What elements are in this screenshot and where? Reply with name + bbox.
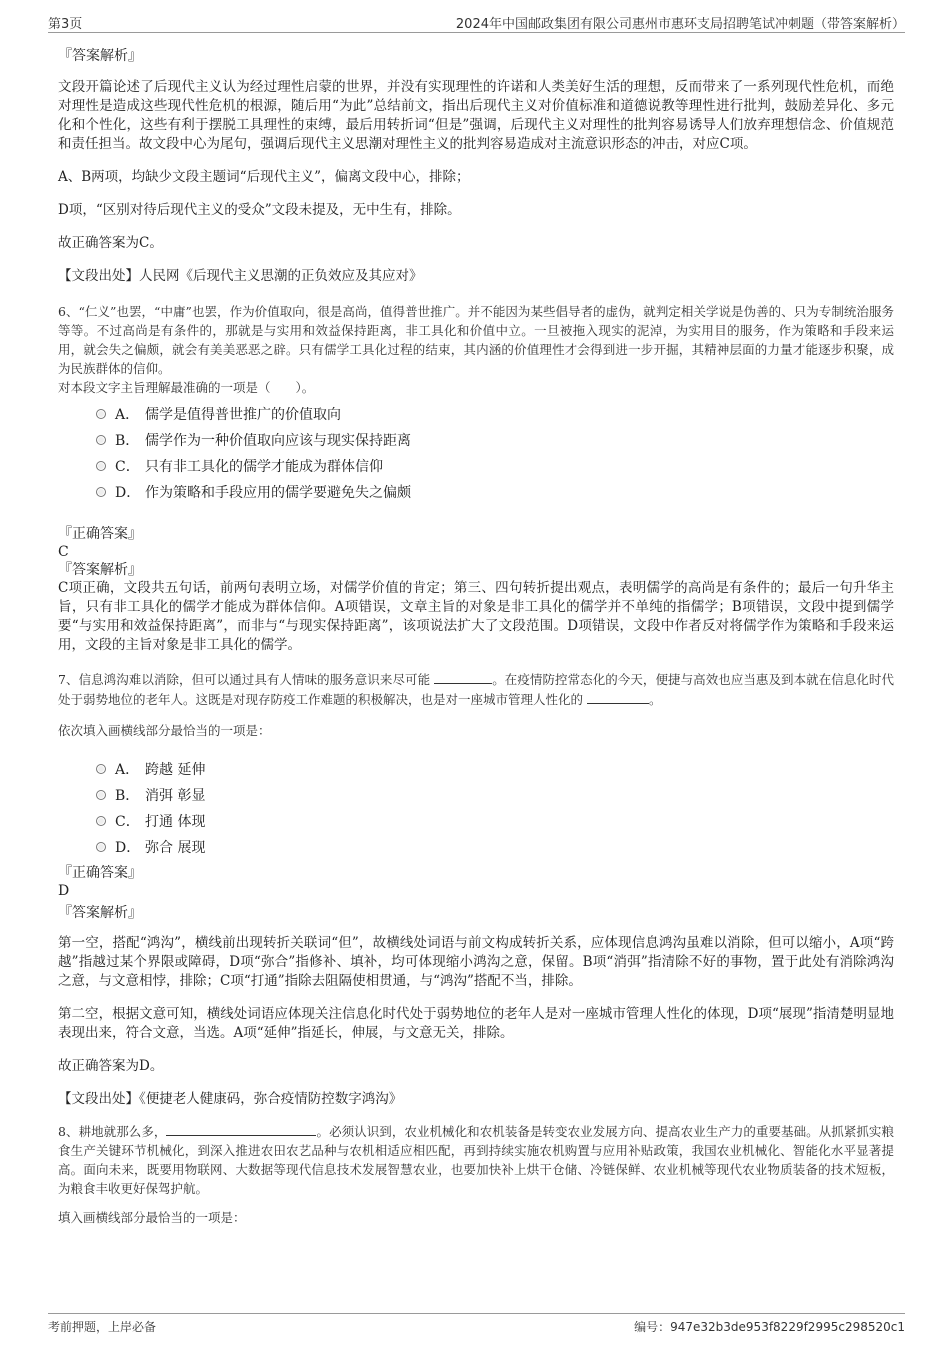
- option-letter: B．: [115, 433, 140, 449]
- option-text: 只有非工具化的儒学才能成为群体信仰: [145, 459, 383, 475]
- q7-analysis-paragraph: 第二空，根据文意可知，横线处词语应体现关注信息化时代处于弱势地位的老年人是对一座城市管理人性化的体现，D项“展现”指清楚明显地表现出来，符合文意，当选。A项“延伸”指延长，伸展，与文意无关，排除。: [58, 1006, 894, 1041]
- option-text: 跨越 延伸: [145, 762, 206, 778]
- q6-option-a[interactable]: [96, 401, 894, 427]
- q6-option-c[interactable]: [96, 453, 894, 479]
- q7-option-c[interactable]: [96, 808, 894, 834]
- radio-icon[interactable]: [96, 487, 106, 497]
- q7-answer: D: [58, 883, 70, 899]
- q7-options: [96, 756, 894, 860]
- q7-source: 【文段出处】《便捷老人健康码，弥合疫情防控数字鸿沟》: [58, 1091, 403, 1107]
- option-text: 消弭 彰显: [145, 788, 206, 804]
- q7-question-text: 7、信息鸿沟难以消除，但可以通过具有人情味的服务意识来尽可能 。在疫情防控常态化的今天，便捷与高效也应当惠及到本就在信息化时代处于弱势地位的老年人。这既是对现存防疫工作难题的积极解决，也是对一座城市管理人性化的 。: [58, 669, 894, 709]
- option-letter: B．: [115, 788, 140, 804]
- q7-answer-label: 『正确答案』: [58, 865, 142, 881]
- q8-prompt: 填入画横线部分最恰当的一项是：: [58, 1210, 246, 1225]
- option-text: 儒学是值得普世推广的价值取向: [145, 407, 341, 423]
- radio-icon[interactable]: [96, 816, 106, 826]
- q5-analysis-paragraph: D项，“区别对待后现代主义的受众”文段未提及，无中生有，排除。: [58, 202, 461, 218]
- q8-question-text: 8、耕地就那么多， 。必须认识到，农业机械化和农机装备是转变农业发展方向、提高农业生产力的重要基础。从抓紧抓实粮食生产关键环节机械化，到深入推进农田农艺品种与农机相适应相匹配，再到持续实施农机购置与应用补贴政策，我国农业机械化、智能化水平显著提高。面向未来，既要用物联网、大数据等现代信息技术发展智慧农业，也要加快补上烘干仓储、冷链保鲜、农业机械等现代农业物质装备的技术短板，为粮食丰收更好保驾护航。: [58, 1121, 894, 1198]
- q7-prompt: 依次填入画横线部分最恰当的一项是：: [58, 723, 271, 738]
- q6-question-text: 6、“仁义”也罢，“中庸”也罢，作为价值取向，很是高尚，值得普世推广。并不能因为某些倡导者的虚伪，就判定相关学说是伪善的、只为专制统治服务等等。不过高尚是有条件的，那就是与实用和效益保持距离，非工具化和价值中立。一旦被拖入现实的泥淖，为实用目的服务，作为策略和手段来运用，就会失之偏颇，就会有美美恶恶之辟。只有儒学工具化过程的结束，其内涵的价值理性才会得到进一步开掘，其精神层面的力量才能逐步积聚，成为民族群体的信仰。: [58, 304, 894, 376]
- option-letter: D．: [115, 485, 141, 501]
- radio-icon[interactable]: [96, 764, 106, 774]
- page-header: [48, 10, 905, 33]
- q5-analysis-label: 『答案解析』: [58, 48, 142, 64]
- radio-icon[interactable]: [96, 435, 106, 445]
- q5-analysis-paragraph: A、B两项，均缺少文段主题词“后现代主义”，偏离文段中心，排除；: [58, 169, 470, 185]
- footer-slogan: 考前押题，上岸必备: [48, 1320, 157, 1334]
- option-text: 打通 体现: [145, 814, 206, 830]
- option-letter: A．: [115, 407, 140, 423]
- radio-icon[interactable]: [96, 842, 106, 852]
- option-letter: C．: [115, 814, 140, 830]
- option-text: 儒学作为一种价值取向应该与现实保持距离: [145, 433, 411, 449]
- q6-options: [96, 401, 894, 505]
- q7-option-b[interactable]: [96, 782, 894, 808]
- option-text: 作为策略和手段应用的儒学要避免失之偏颇: [145, 485, 411, 501]
- radio-icon[interactable]: [96, 409, 106, 419]
- q6-analysis-label: 『答案解析』: [58, 562, 142, 578]
- radio-icon[interactable]: [96, 461, 106, 471]
- q7-option-d[interactable]: [96, 834, 894, 860]
- q6-analysis: C项正确，文段共五句话，前两句表明立场，对儒学价值的肯定；第三、四句转折提出观点，表明儒学的高尚是有条件的；最后一句升华主旨，只有非工具化的儒学才能成为群体信仰。A项错误，文章主旨的对象是非工具化的儒学并不单纯的指儒学；B项错误，文段中提到儒学要“与实用和效益保持距离”，而非与“与现实保持距离”，该项说法扩大了文段范围。D项错误，文段中作者反对将儒学作为策略和手段来运用，文段的主旨对象是非工具化的儒学。: [58, 580, 894, 653]
- option-text: 弥合 展现: [145, 840, 206, 856]
- page-footer: [48, 1313, 905, 1338]
- q7-option-a[interactable]: [96, 756, 894, 782]
- q6-prompt: 对本段文字主旨理解最准确的一项是（ ）。: [58, 380, 315, 395]
- q7-final-answer: 故正确答案为D。: [58, 1058, 164, 1074]
- q6-answer-label: 『正确答案』: [58, 526, 142, 542]
- radio-icon[interactable]: [96, 790, 106, 800]
- q7-analysis-paragraph: 第一空，搭配“鸿沟”，横线前出现转折关联词“但”，故横线处词语与前文构成转折关系，应体现信息鸿沟虽难以消除，但可以缩小，A项“跨越”指越过某个界限或障碍，D项“弥合”指修补、填补，均可体现缩小鸿沟之意，保留。B项“消弭”指清除不好的事物，置于此处有消除鸿沟之意，与文意相悖，排除；C项“打通”指除去阻隔使相贯通，与“鸿沟”搭配不当，排除。: [58, 935, 894, 989]
- q5-source: 【文段出处】人民网《后现代主义思潮的正负效应及其应对》: [58, 268, 423, 284]
- option-letter: D．: [115, 840, 141, 856]
- page-number: 第3页: [48, 17, 83, 32]
- document-body: [58, 46, 894, 1227]
- q5-analysis-paragraph: 文段开篇论述了后现代主义认为经过理性启蒙的世界，并没有实现理性的许诺和人类美好生活的理想，反而带来了一系列现代性危机，而绝对理性是造成这些现代性危机的根源，随后用“为此”总结前文，指出后现代主义对价值标准和道德说教等理性进行批判，鼓励差异化、多元化和个性化，这些有利于摆脱工具理性的束缚，最后用转折词“但是”强调，后现代主义对理性的批判容易诱导人们放弃理想信念、价值规范和责任担当。故文段中心为尾句，强调后现代主义思潮对理性主义的批判容易造成对主流意识形态的冲击，对应C项。: [58, 79, 894, 152]
- q5-final-answer: 故正确答案为C。: [58, 235, 163, 251]
- q6-option-d[interactable]: [96, 479, 894, 505]
- document-title: 2024年中国邮政集团有限公司惠州市惠环支局招聘笔试冲刺题（带答案解析）: [455, 17, 905, 32]
- option-letter: A．: [115, 762, 140, 778]
- q6-answer: C: [58, 544, 69, 560]
- document-id: 编号：947e32b3de953f8229f2995c298520c1: [634, 1320, 905, 1334]
- q6-option-b[interactable]: [96, 427, 894, 453]
- option-letter: C．: [115, 459, 140, 475]
- q7-analysis-label: 『答案解析』: [58, 905, 142, 921]
